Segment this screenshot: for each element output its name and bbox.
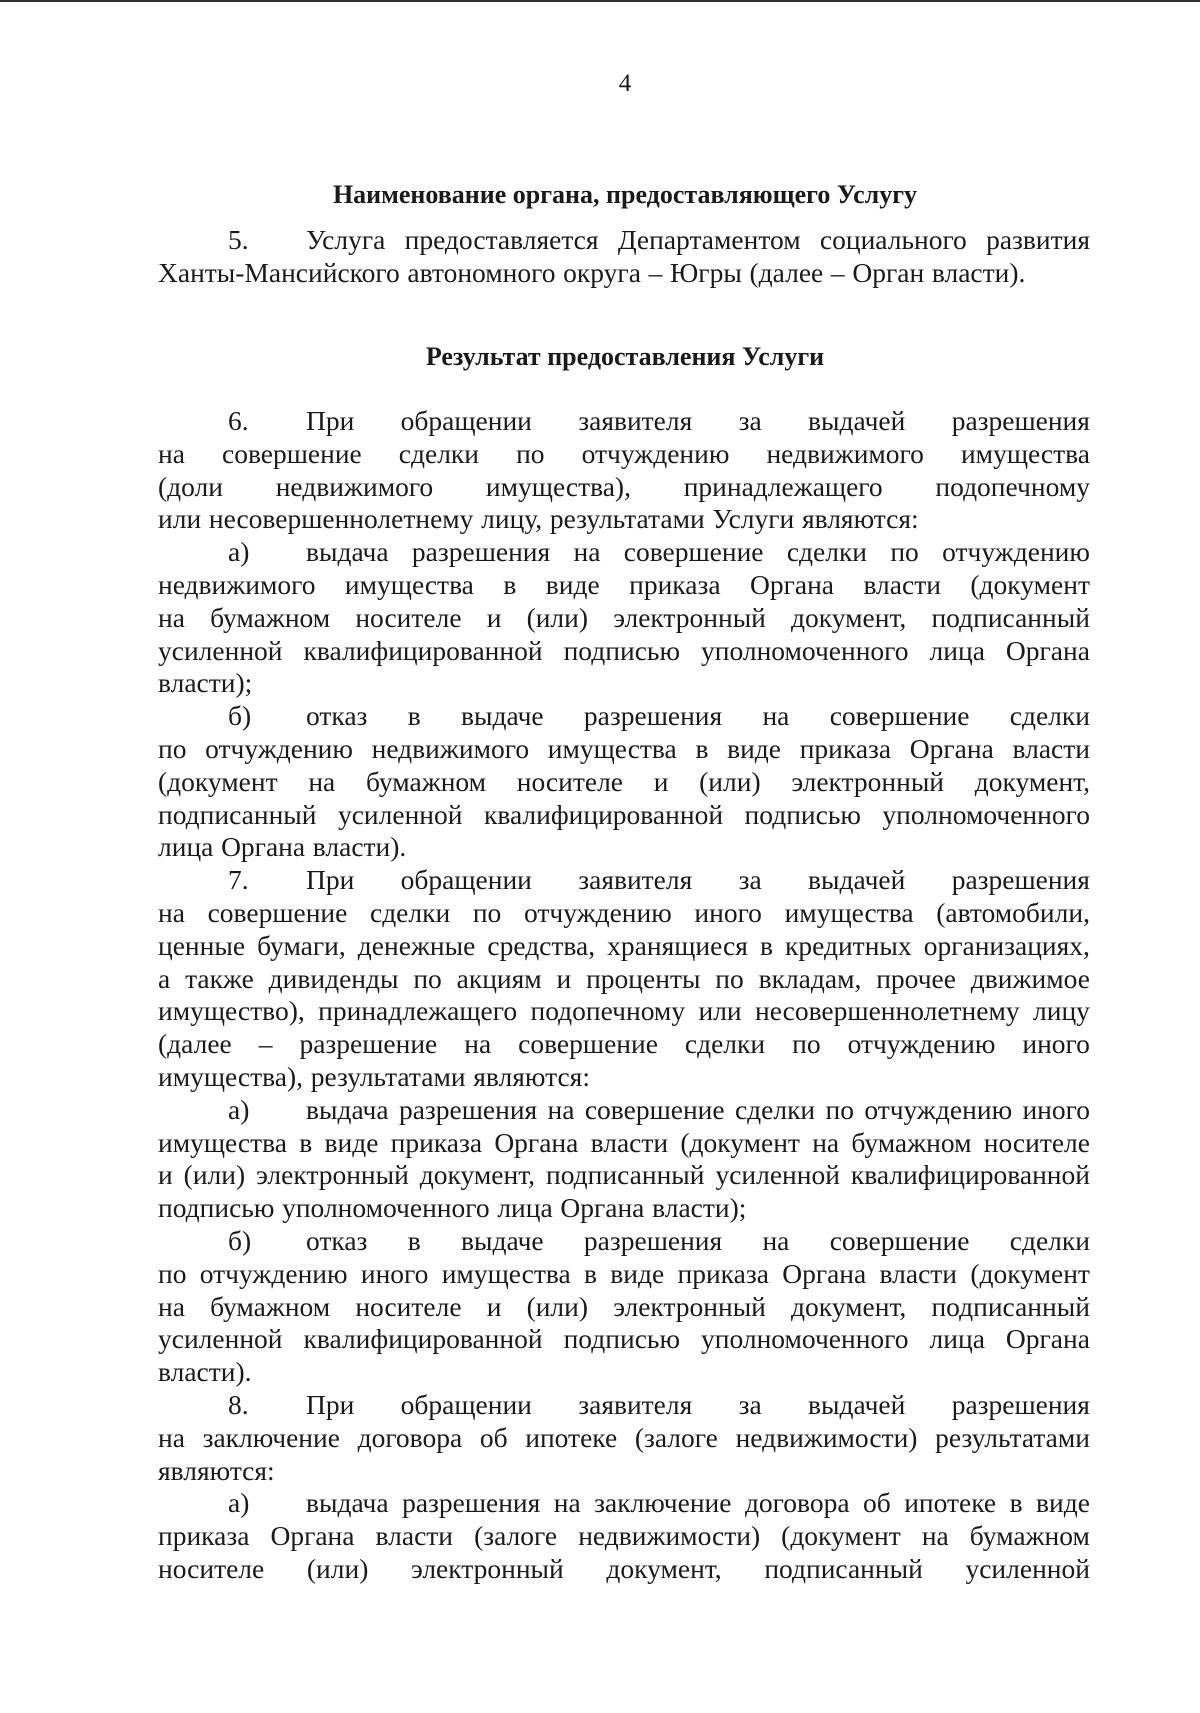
item-number: 7. xyxy=(228,864,249,896)
text-line xyxy=(158,1192,1090,1225)
text-line xyxy=(158,733,1090,766)
text-line xyxy=(158,1422,1090,1455)
section-heading-result: Результат предоставления Услуги xyxy=(425,342,825,371)
line-text: по отчуждению иного имущества в виде приказа Органа власти (документ xyxy=(158,1257,1090,1289)
text-line xyxy=(158,1487,1090,1520)
line-text: власти); xyxy=(158,667,253,699)
item-number: а) xyxy=(228,1487,250,1519)
text-line xyxy=(158,405,1090,438)
line-text: (доли недвижимого имущества), принадлежащего подопечному xyxy=(158,470,1090,502)
text-line xyxy=(158,667,1090,700)
text-line xyxy=(158,1291,1090,1324)
line-text: имущество), принадлежащего подопечному или несовершеннолетнему лицу xyxy=(158,995,1090,1027)
text-line xyxy=(158,503,1090,536)
text-line xyxy=(158,1455,1090,1488)
item-number: 5. xyxy=(228,224,249,255)
line-text: власти). xyxy=(158,1356,252,1388)
item-number: а) xyxy=(228,1093,250,1125)
line-text: отказ в выдаче разрешения на совершение сделки xyxy=(306,1224,1090,1256)
line-text: и (или) электронный документ, подписанный усиленной квалифицированной xyxy=(158,1159,1090,1191)
line-text: отказ в выдаче разрешения на совершение сделки xyxy=(306,700,1090,732)
line-text: Ханты-Мансийского автономного округа – Югры (далее – Орган власти). xyxy=(158,256,1026,288)
text-line xyxy=(158,1094,1090,1127)
text-line xyxy=(158,635,1090,668)
text-line xyxy=(158,831,1090,864)
line-text: ценные бумаги, денежные средства, хранящиеся в кредитных организациях, xyxy=(158,929,1090,961)
text-line xyxy=(158,1389,1090,1422)
line-text: на совершение сделки по отчуждению недвижимого имущества xyxy=(158,437,1090,469)
text-line xyxy=(158,1225,1090,1258)
line-text: выдача разрешения на совершение сделки по отчуждению xyxy=(306,536,1090,568)
text-line xyxy=(158,930,1090,963)
text-line xyxy=(158,963,1090,996)
text-line xyxy=(158,1323,1090,1356)
section-heading-authority: Наименование органа, предоставляющего Услугу xyxy=(332,180,918,209)
line-text: имущества), результатами являются: xyxy=(158,1060,590,1092)
item-number: 8. xyxy=(228,1388,249,1420)
line-text: по отчуждению недвижимого имущества в виде приказа Органа власти xyxy=(158,732,1090,764)
text-line xyxy=(158,1028,1090,1061)
text-line xyxy=(158,1258,1090,1291)
line-text: или несовершеннолетнему лицу, результатами Услуги являются: xyxy=(158,503,919,535)
line-text: При обращении заявителя за выдачей разрешения xyxy=(306,405,1090,436)
text-line xyxy=(158,1159,1090,1192)
text-line xyxy=(158,602,1090,635)
line-text: При обращении заявителя за выдачей разрешения xyxy=(306,864,1090,896)
paragraphs-6-8 xyxy=(158,405,1090,1586)
line-text: подписью уполномоченного лица Органа власти); xyxy=(158,1192,747,1224)
line-text: выдача разрешения на совершение сделки по отчуждению иного xyxy=(306,1093,1090,1125)
text-line xyxy=(158,536,1090,569)
text-line xyxy=(158,1127,1090,1160)
line-text: усиленной квалифицированной подписью уполномоченного лица Органа xyxy=(158,1323,1090,1355)
scan-top-edge xyxy=(0,0,1200,2)
item-number: б) xyxy=(228,1224,252,1256)
line-text: (далее – разрешение на совершение сделки по отчуждению иного xyxy=(158,1028,1090,1060)
line-text: носителе (или) электронный документ, подписанный усиленной xyxy=(158,1552,1090,1584)
line-text: (документ на бумажном носителе и (или) электронный документ, xyxy=(158,765,1090,797)
line-text: приказа Органа власти (залоге недвижимости) (документ на бумажном xyxy=(158,1520,1090,1552)
line-text: лица Органа власти). xyxy=(158,831,407,863)
line-text: а также дивиденды по акциям и проценты по вкладам, прочее движимое xyxy=(158,962,1090,994)
line-text: на бумажном носителе и (или) электронный документ, подписанный xyxy=(158,1290,1090,1322)
line-text: на заключение договора об ипотеке (залоге недвижимости) результатами xyxy=(158,1421,1090,1453)
text-line xyxy=(158,438,1090,471)
page-number: 4 xyxy=(618,70,632,97)
line-text: на совершение сделки по отчуждению иного имущества (автомобили, xyxy=(158,896,1090,928)
text-line xyxy=(158,1061,1090,1094)
line-text: выдача разрешения на заключение договора об ипотеке в виде xyxy=(306,1487,1090,1519)
text-line xyxy=(158,224,1090,257)
line-text: При обращении заявителя за выдачей разрешения xyxy=(306,1388,1090,1420)
line-text: на бумажном носителе и (или) электронный документ, подписанный xyxy=(158,601,1090,633)
line-text: имущества в виде приказа Органа власти (документ на бумажном носителе xyxy=(158,1126,1090,1158)
line-text: Услуга предоставляется Департаментом социального развития xyxy=(306,224,1090,255)
text-line xyxy=(158,1553,1090,1586)
text-line xyxy=(158,864,1090,897)
line-text: недвижимого имущества в виде приказа Органа власти (документ xyxy=(158,568,1090,600)
text-line xyxy=(158,766,1090,799)
line-text: подписанный усиленной квалифицированной подписью уполномоченного xyxy=(158,798,1090,830)
paragraph-5 xyxy=(158,224,1090,290)
text-line xyxy=(158,1520,1090,1553)
text-line xyxy=(158,257,1090,290)
item-number: а) xyxy=(228,536,250,568)
text-line xyxy=(158,995,1090,1028)
item-number: 6. xyxy=(228,405,249,436)
text-line xyxy=(158,897,1090,930)
line-text: усиленной квалифицированной подписью уполномоченного лица Органа xyxy=(158,634,1090,666)
text-line xyxy=(158,1356,1090,1389)
text-line xyxy=(158,700,1090,733)
text-line xyxy=(158,471,1090,504)
line-text: являются: xyxy=(158,1454,275,1486)
item-number: б) xyxy=(228,700,252,732)
text-line xyxy=(158,799,1090,832)
text-line xyxy=(158,569,1090,602)
